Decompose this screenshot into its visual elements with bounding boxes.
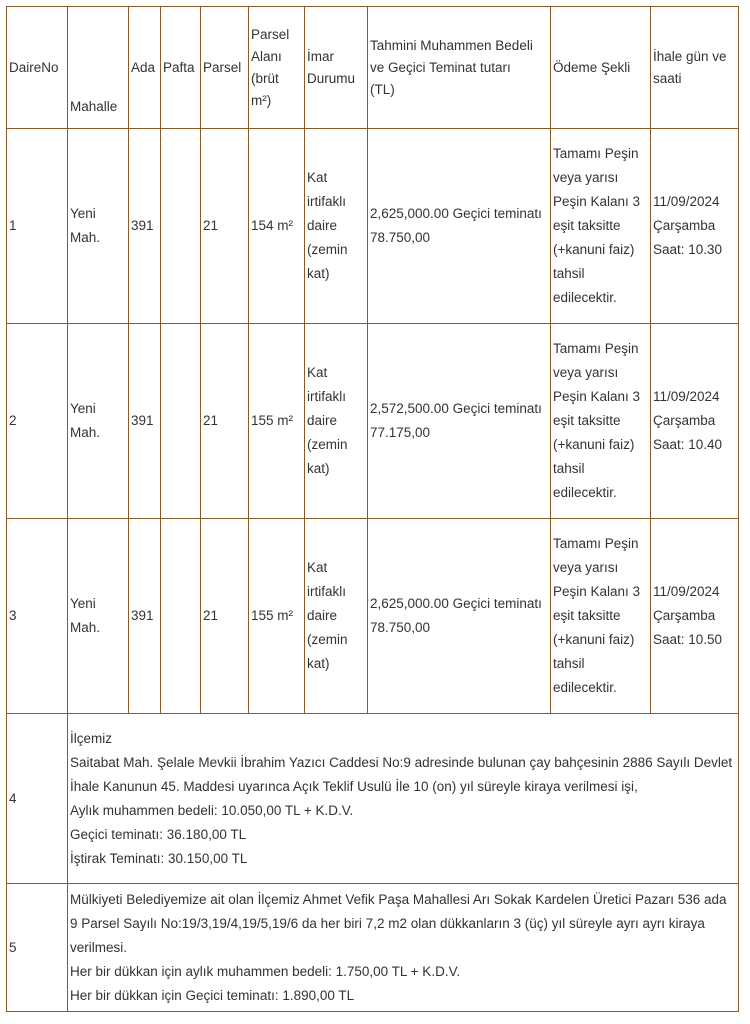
- header-muhammen-unit: (TL): [370, 81, 395, 97]
- cell-item-no: 5: [7, 884, 68, 1012]
- cell-imar: Kat irtifaklı daire (zemin kat): [305, 324, 368, 519]
- cell-pafta: [161, 519, 201, 714]
- table-row: [7, 714, 739, 884]
- cell-bedel-amount: 2,625,000.00 Geçici teminatı: [370, 206, 542, 221]
- cell-pafta: [161, 129, 201, 324]
- header-odeme: Ödeme Şekli: [551, 7, 651, 129]
- cell-ihale-saat: Saat: 10.50: [653, 632, 723, 647]
- cell-odeme: Tamamı Peşin veya yarısı Peşin Kalanı 3 eşit taksitte (+kanuni faiz) tahsil edilecektir.: [551, 129, 651, 324]
- header-muhammen: [368, 7, 551, 129]
- cell-alan: 154 m²: [249, 129, 305, 324]
- cell-ada: 391: [129, 324, 161, 519]
- header-muhammen-title: Tahmini Muhammen Bedeli ve Geçici Teminat tutarı: [370, 37, 533, 75]
- cell-mahalle: Yeni Mah.: [68, 129, 129, 324]
- cell-item-no: 4: [7, 714, 68, 884]
- header-parsel-alani: Parsel Alanı (brüt m²): [249, 7, 305, 129]
- cell-ihale-gun: Çarşamba: [653, 413, 716, 428]
- cell-ada: 391: [129, 519, 161, 714]
- item-line: Aylık muhammen bedeli: 10.050,00 TL + K.D.V.: [70, 802, 354, 818]
- cell-ihale: [651, 324, 739, 519]
- cell-daire-no: 3: [7, 519, 68, 714]
- cell-daire-no: 2: [7, 324, 68, 519]
- header-imar-durumu: İmar Durumu: [305, 7, 368, 129]
- header-mahalle: Mahalle: [68, 7, 129, 129]
- cell-ihale-saat: Saat: 10.40: [653, 437, 723, 452]
- cell-parsel: 21: [201, 519, 249, 714]
- cell-ihale: [651, 519, 739, 714]
- cell-ihale-tarih: 11/09/2024: [653, 194, 720, 209]
- table-row: [7, 519, 739, 714]
- cell-teminat: 78.750,00: [370, 230, 431, 245]
- item-line: Geçici teminatı: 36.180,00 TL: [70, 826, 247, 842]
- header-ihale: İhale gün ve saati: [651, 7, 739, 129]
- header-daire-no: DaireNo: [7, 7, 68, 129]
- cell-mahalle: Yeni Mah.: [68, 519, 129, 714]
- cell-odeme: Tamamı Peşin veya yarısı Peşin Kalanı 3 eşit taksitte (+kanuni faiz) tahsil edilecektir.: [551, 519, 651, 714]
- cell-bedel: [368, 129, 551, 324]
- table-row: [7, 129, 739, 324]
- cell-bedel: [368, 324, 551, 519]
- cell-alan: 155 m²: [249, 324, 305, 519]
- cell-imar: Kat irtifaklı daire (zemin kat): [305, 129, 368, 324]
- table-row: [7, 324, 739, 519]
- item-line: Saitabat Mah. Şelale Mevkii İbrahim Yazıcı Caddesi No:9 adresinde bulunan çay bahçesinin 2886 Sayılı Devlet İhale Kanunun 45. Maddesi uyarınca Açık Teklif Usulü İle 10 (on) yıl süreyle kiraya verilmesi işi,: [70, 754, 733, 794]
- header-ada: Ada: [129, 7, 161, 129]
- cell-item-description: [68, 884, 739, 1012]
- cell-daire-no: 1: [7, 129, 68, 324]
- cell-bedel-amount: 2,625,000.00 Geçici teminatı: [370, 596, 542, 611]
- cell-bedel: [368, 519, 551, 714]
- cell-teminat: 77.175,00: [370, 425, 431, 440]
- header-parsel: Parsel: [201, 7, 249, 129]
- cell-ihale-gun: Çarşamba: [653, 608, 716, 623]
- item-line: Her bir dükkan için aylık muhammen bedeli: 1.750,00 TL + K.D.V.: [70, 963, 461, 979]
- cell-ihale-gun: Çarşamba: [653, 218, 716, 233]
- item-line: Mülkiyeti Belediyemize ait olan İlçemiz Ahmet Vefik Paşa Mahallesi Arı Sokak Kardelen Üretici Pazarı 536 ada 9 Parsel Sayılı No:19/3,19/4,19/5,19/6 da her biri 7,2 m2 olan dükkanların 3 (üç) yıl süreyle ayrı ayrı kiraya verilmesi.: [70, 891, 727, 955]
- header-row: [7, 7, 739, 129]
- cell-odeme: Tamamı Peşin veya yarısı Peşin Kalanı 3 eşit taksitte (+kanuni faiz) tahsil edilecektir.: [551, 324, 651, 519]
- cell-parsel: 21: [201, 324, 249, 519]
- cell-ihale-saat: Saat: 10.30: [653, 242, 723, 257]
- cell-teminat: 78.750,00: [370, 620, 431, 635]
- cell-item-description: [68, 714, 739, 884]
- item-line: İştirak Teminatı: 30.150,00 TL: [70, 850, 248, 866]
- cell-ada: 391: [129, 129, 161, 324]
- cell-alan: 155 m²: [249, 519, 305, 714]
- item-line: Her bir dükkan için Geçici teminatı: 1.890,00 TL: [70, 987, 355, 1003]
- cell-ihale: [651, 129, 739, 324]
- cell-ihale-tarih: 11/09/2024: [653, 584, 720, 599]
- table-row: [7, 884, 739, 1012]
- tender-table: [6, 6, 739, 1012]
- cell-parsel: 21: [201, 129, 249, 324]
- cell-mahalle: Yeni Mah.: [68, 324, 129, 519]
- cell-imar: Kat irtifaklı daire (zemin kat): [305, 519, 368, 714]
- cell-pafta: [161, 324, 201, 519]
- header-pafta: Pafta: [161, 7, 201, 129]
- cell-bedel-amount: 2,572,500.00 Geçici teminatı: [370, 401, 542, 416]
- cell-ihale-tarih: 11/09/2024: [653, 389, 720, 404]
- item-line: İlçemiz: [70, 730, 113, 746]
